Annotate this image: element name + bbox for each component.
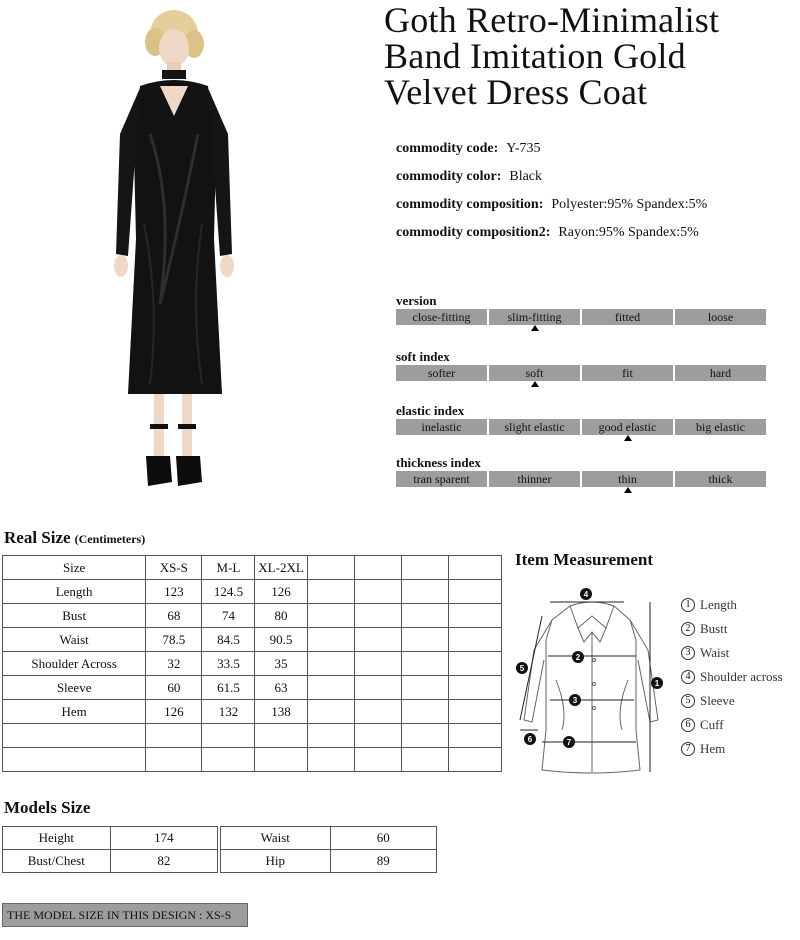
selected-marker: [531, 381, 539, 387]
table-cell: [307, 580, 354, 604]
table-cell: [448, 676, 501, 700]
spec-label: commodity code:: [396, 141, 499, 156]
table-row: [3, 827, 218, 850]
index-label: elastic index: [396, 403, 465, 418]
table-cell: 35: [255, 652, 307, 676]
index-option: close-fitting: [396, 309, 487, 325]
table-cell: [401, 604, 448, 628]
table-cell: [255, 724, 307, 748]
models-size-title: Models Size: [4, 798, 91, 817]
table-cell: [354, 556, 401, 580]
spec-code: [396, 141, 796, 169]
table-cell: 138: [255, 700, 307, 724]
table-cell: [401, 556, 448, 580]
table-cell: 68: [146, 604, 202, 628]
table-cell: Shoulder Across: [3, 652, 146, 676]
legend-number: 5: [681, 694, 695, 708]
table-row: [3, 724, 502, 748]
table-row: [3, 628, 502, 652]
legend-number: 4: [681, 670, 695, 684]
diagram-number: 4: [583, 590, 589, 599]
legend-item: [681, 737, 799, 761]
table-cell: [401, 628, 448, 652]
index-option: hard: [675, 365, 766, 381]
table-cell: 60: [330, 827, 436, 850]
coat-diagram: [512, 580, 672, 780]
table-cell: [307, 604, 354, 628]
title-line: Goth Retro-Minimalist: [384, 0, 720, 40]
measurement-legend: [681, 593, 799, 761]
selected-marker: [531, 325, 539, 331]
index-option: fit: [582, 365, 673, 381]
table-cell: [307, 700, 354, 724]
table-cell: 32: [146, 652, 202, 676]
table-cell: [354, 724, 401, 748]
index-elastic: [396, 403, 766, 443]
table-cell: XS-S: [146, 556, 202, 580]
table-cell: 82: [110, 850, 217, 873]
table-cell: Length: [3, 580, 146, 604]
legend-number: 7: [681, 742, 695, 756]
real-size-title: [4, 528, 145, 548]
legend-label: Cuff: [700, 717, 724, 732]
table-cell: [354, 700, 401, 724]
table-row: [221, 827, 437, 850]
table-cell: M-L: [202, 556, 255, 580]
table-cell: Hem: [3, 700, 146, 724]
table-cell: [146, 748, 202, 772]
spec-value: Y-735: [506, 141, 541, 156]
table-row: [3, 850, 218, 873]
legend-label: Waist: [700, 645, 730, 660]
index-option: good elastic: [582, 419, 673, 435]
index-label: version: [396, 293, 437, 308]
spec-composition2: [396, 225, 796, 253]
table-cell: [448, 604, 501, 628]
index-option: big elastic: [675, 419, 766, 435]
legend-label: Bustt: [700, 621, 728, 636]
index-thickness: [396, 455, 766, 495]
table-cell: [448, 748, 501, 772]
product-title: [384, 2, 794, 110]
diagram-number: 3: [572, 696, 578, 705]
spec-value: Rayon:95% Spandex:5%: [558, 225, 699, 240]
table-cell: [401, 676, 448, 700]
diagram-number: 5: [519, 664, 525, 673]
table-cell: [401, 748, 448, 772]
table-cell: [448, 628, 501, 652]
table-cell: 126: [146, 700, 202, 724]
table-cell: Bust/Chest: [3, 850, 111, 873]
title-line: Velvet Dress Coat: [384, 72, 648, 112]
index-option: thick: [675, 471, 766, 487]
model-size-note: THE MODEL SIZE IN THIS DESIGN : XS-S: [2, 903, 248, 927]
table-cell: Hip: [221, 850, 331, 873]
spec-label: commodity composition2:: [396, 225, 551, 240]
table-cell: Size: [3, 556, 146, 580]
index-option: loose: [675, 309, 766, 325]
table-cell: [307, 628, 354, 652]
table-cell: [354, 604, 401, 628]
legend-number: 6: [681, 718, 695, 732]
size-table: [2, 555, 502, 772]
legend-item: [681, 641, 799, 665]
table-cell: [354, 652, 401, 676]
table-cell: 61.5: [202, 676, 255, 700]
table-cell: [354, 580, 401, 604]
table-cell: [448, 700, 501, 724]
spec-composition: [396, 197, 796, 225]
table-cell: 132: [202, 700, 255, 724]
index-version: [396, 293, 766, 333]
index-option: thin: [582, 471, 673, 487]
table-cell: [401, 652, 448, 676]
table-cell: 78.5: [146, 628, 202, 652]
table-cell: 60: [146, 676, 202, 700]
selected-marker: [624, 487, 632, 493]
table-cell: [448, 652, 501, 676]
commodity-specs: [396, 141, 796, 253]
models-table-left: [2, 826, 218, 873]
index-option: fitted: [582, 309, 673, 325]
table-cell: [146, 724, 202, 748]
table-cell: [202, 748, 255, 772]
legend-item: [681, 593, 799, 617]
table-row: [221, 850, 437, 873]
table-cell: [307, 676, 354, 700]
item-measurement-title: Item Measurement: [515, 550, 654, 569]
table-cell: 123: [146, 580, 202, 604]
table-cell: [307, 724, 354, 748]
table-cell: 63: [255, 676, 307, 700]
legend-label: Sleeve: [700, 693, 735, 708]
table-cell: [202, 724, 255, 748]
legend-number: 1: [681, 598, 695, 612]
legend-number: 3: [681, 646, 695, 660]
table-cell: [401, 580, 448, 604]
legend-number: 2: [681, 622, 695, 636]
table-cell: 124.5: [202, 580, 255, 604]
diagram-number: 6: [527, 735, 533, 744]
real-size-unit: (Centimeters): [74, 532, 146, 546]
index-option: softer: [396, 365, 487, 381]
index-soft: [396, 349, 766, 389]
table-cell: [307, 652, 354, 676]
table-cell: Sleeve: [3, 676, 146, 700]
table-cell: [354, 628, 401, 652]
legend-item: [681, 665, 799, 689]
table-cell: 33.5: [202, 652, 255, 676]
table-cell: [401, 700, 448, 724]
table-cell: 74: [202, 604, 255, 628]
table-cell: [401, 724, 448, 748]
table-row: [3, 604, 502, 628]
legend-item: [681, 713, 799, 737]
table-cell: Waist: [3, 628, 146, 652]
index-label: soft index: [396, 349, 450, 364]
legend-label: Shoulder across: [700, 669, 783, 684]
table-cell: 80: [255, 604, 307, 628]
legend-item: [681, 617, 799, 641]
index-option: soft: [489, 365, 580, 381]
spec-label: commodity color:: [396, 169, 502, 184]
table-cell: XL-2XL: [255, 556, 307, 580]
index-option: slim-fitting: [489, 309, 580, 325]
index-label: thickness index: [396, 455, 481, 470]
table-cell: [3, 724, 146, 748]
table-cell: Waist: [221, 827, 331, 850]
table-row: [3, 676, 502, 700]
model-photo: [110, 4, 240, 494]
index-option: slight elastic: [489, 419, 580, 435]
table-row: [3, 700, 502, 724]
table-row: [3, 748, 502, 772]
title-line: Band Imitation Gold: [384, 36, 686, 76]
table-cell: 126: [255, 580, 307, 604]
spec-value: Polyester:95% Spandex:5%: [551, 197, 708, 212]
index-option: inelastic: [396, 419, 487, 435]
table-cell: [354, 748, 401, 772]
legend-label: Hem: [700, 741, 726, 756]
table-row: [3, 580, 502, 604]
index-option: thinner: [489, 471, 580, 487]
diagram-number: 7: [566, 738, 572, 747]
table-cell: 89: [330, 850, 436, 873]
table-cell: [448, 580, 501, 604]
spec-color: [396, 169, 796, 197]
spec-label: commodity composition:: [396, 197, 544, 212]
table-cell: 90.5: [255, 628, 307, 652]
table-row: [3, 556, 502, 580]
table-row: [3, 652, 502, 676]
table-cell: [307, 556, 354, 580]
table-cell: Height: [3, 827, 111, 850]
table-cell: Bust: [3, 604, 146, 628]
table-cell: [354, 676, 401, 700]
diagram-number: 1: [654, 679, 660, 688]
selected-marker: [624, 435, 632, 441]
table-cell: [448, 556, 501, 580]
table-cell: [255, 748, 307, 772]
table-cell: [307, 748, 354, 772]
table-cell: 84.5: [202, 628, 255, 652]
table-cell: [448, 724, 501, 748]
table-cell: [3, 748, 146, 772]
table-cell: 174: [110, 827, 217, 850]
legend-label: Length: [700, 597, 737, 612]
spec-value: Black: [509, 169, 543, 184]
real-size-heading: Real Size: [4, 528, 71, 547]
legend-item: [681, 689, 799, 713]
diagram-number: 2: [575, 653, 581, 662]
models-table-right: [220, 826, 437, 873]
index-option: tran sparent: [396, 471, 487, 487]
